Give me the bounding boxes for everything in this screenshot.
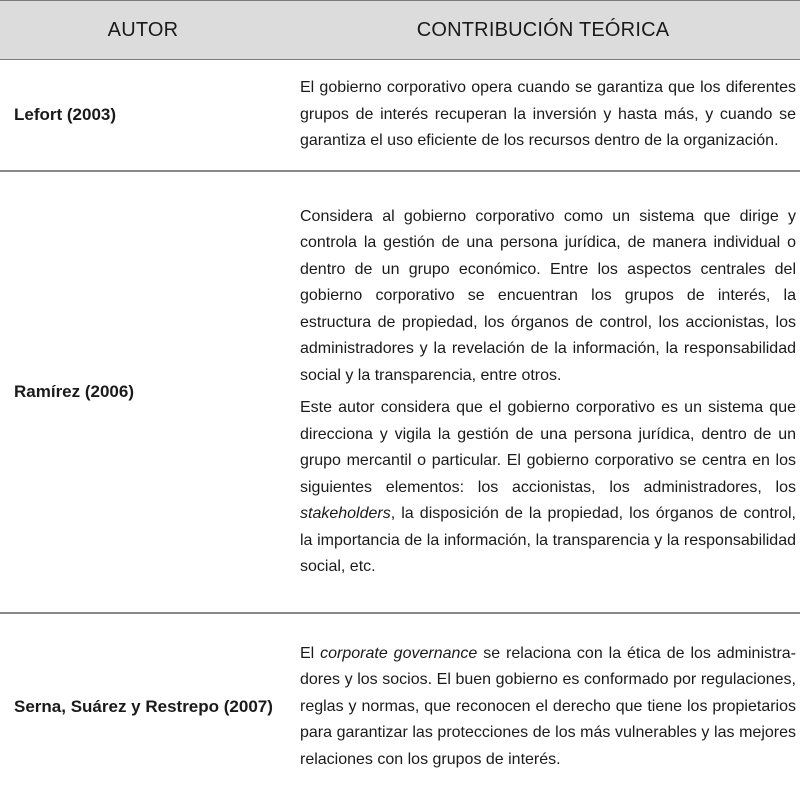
contribution-paragraph: Considera al gobierno corporativo como un sistema que dirige y controla la gestión de una persona jurídica, de manera individual o dentro de un grupo económico. Entre los aspectos centrales del gobierno corporativo se encuentran los grupos de interés, la estructura de propiedad, los órganos de control, los accionistas, los administradores y la revelación de la información, la responsabilidad social y la transparencia, entre otros. xyxy=(300,207,796,384)
table-row xyxy=(0,60,800,172)
contribution-paragraph: El gobierno corporativo opera cuando se garantiza que los diferentes grupos de interés recuperan la inversión y hasta más, y cuando se garantiza el uso eficiente de los recursos dentro de la organización. xyxy=(300,79,796,150)
text-run: , la disposición de la propiedad, los órganos de control, la importancia de la información, la transparencia y la responsabilidad social, etc. xyxy=(300,505,796,575)
contribution-cell xyxy=(286,613,800,800)
author-cell: Serna, Suárez y Restrepo (2007) xyxy=(0,613,286,800)
contribution-cell xyxy=(286,60,800,172)
text-run: El xyxy=(300,644,321,662)
table-header xyxy=(0,1,800,60)
table-row xyxy=(0,171,800,613)
italic-term: stakeholders xyxy=(300,505,391,522)
contribution-paragraph xyxy=(300,641,796,774)
author-cell: Lefort (2003) xyxy=(0,60,286,172)
text-run: se relaciona con la ética de los administra-dores y los socios. El buen gobierno es conformado por regulaciones, reglas y normas, que reconocen el derecho que tiene los propietarios para garantizar las protecciones de los más vulnerables y las mejores relaciones con los grupos de interés. xyxy=(300,644,796,768)
header-contribucion: CONTRIBUCIÓN TEÓRICA xyxy=(286,1,800,60)
contribution-cell xyxy=(286,171,800,613)
text-run: Este autor considera que el gobierno corporativo es un sistema que direcciona y vigila la gestión de una persona jurídica, dentro de un grupo mercantil o particular. El gobierno corporativo se centra en los siguientes elementos: los accionistas, los administradores, los xyxy=(300,399,796,496)
table-row xyxy=(0,613,800,800)
header-autor: AUTOR xyxy=(0,1,286,60)
italic-term: corporate governance xyxy=(320,644,478,662)
contribution-paragraph xyxy=(300,395,796,581)
author-cell: Ramírez (2006) xyxy=(0,171,286,613)
header-row xyxy=(0,1,800,60)
table-body xyxy=(0,60,800,800)
